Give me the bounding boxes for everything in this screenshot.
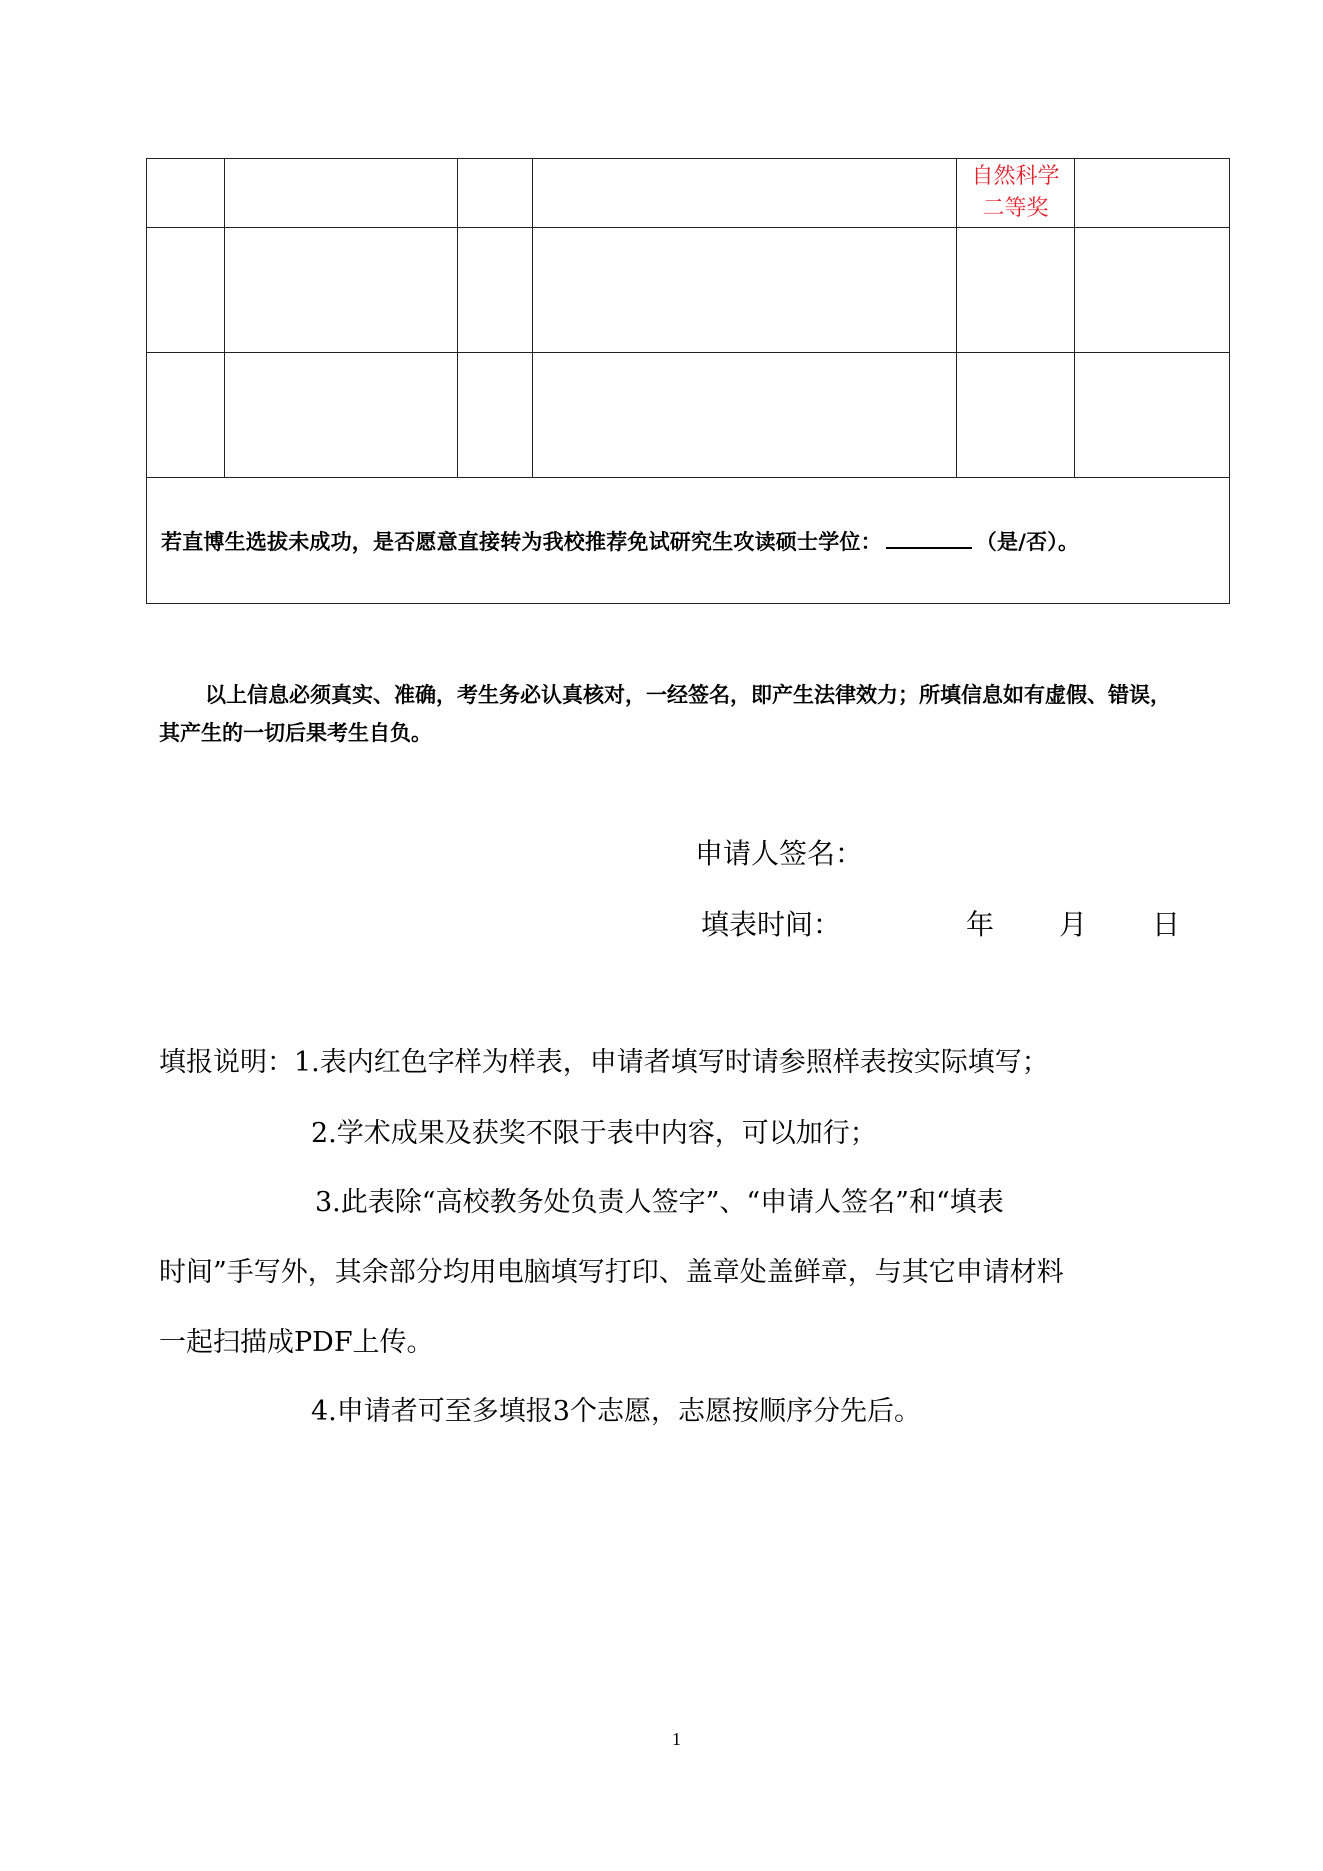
notes-item2: 2.学术成果及获奖不限于表中内容，可以加行；: [311, 1118, 877, 1149]
table-cell[interactable]: [225, 159, 458, 228]
table-cell[interactable]: [533, 159, 957, 228]
date-year-label: 年: [966, 908, 995, 941]
transfer-question-cell: [147, 478, 1230, 604]
table-cell[interactable]: [957, 228, 1075, 353]
table-cell[interactable]: [1075, 353, 1230, 478]
award-sample-line2: 二等奖: [982, 196, 1049, 221]
table-row: [147, 478, 1230, 604]
notes-item4: 4.申请者可至多填报3个志愿，志愿按顺序分先后。: [311, 1396, 921, 1427]
transfer-question-suffix: （是/否）。: [975, 529, 1080, 554]
table-cell[interactable]: [225, 353, 458, 478]
table-cell[interactable]: [147, 353, 225, 478]
table-row: [147, 159, 1230, 228]
table-row: [147, 353, 1230, 478]
declaration-line2: 其产生的一切后果考生自负。: [159, 721, 432, 745]
table-cell[interactable]: [147, 159, 225, 228]
notes-prefix: 填报说明：: [159, 1047, 294, 1078]
table-cell[interactable]: [533, 228, 957, 353]
achievements-table: [146, 158, 1230, 604]
date-month-label: 月: [1059, 908, 1088, 941]
table-cell[interactable]: [957, 353, 1075, 478]
table-cell[interactable]: [1075, 159, 1230, 228]
table-row: [147, 228, 1230, 353]
table-cell[interactable]: [225, 228, 458, 353]
award-sample-line1: 自然科学: [971, 164, 1060, 189]
page-number: 1: [672, 1729, 681, 1749]
table-cell[interactable]: [533, 353, 957, 478]
transfer-answer-blank[interactable]: [886, 527, 972, 549]
award-sample-cell[interactable]: [957, 159, 1075, 228]
transfer-question-text: 若直博生选拔未成功，是否愿意直接转为我校推荐免试研究生攻读硕士学位：: [161, 529, 882, 554]
table-cell[interactable]: [458, 228, 533, 353]
applicant-signature-label: 申请人签名：: [695, 837, 864, 870]
table-cell[interactable]: [147, 228, 225, 353]
notes-item3-line2: 时间”手写外，其余部分均用电脑填写打印、盖章处盖鲜章，与其它申请材料: [159, 1257, 1064, 1288]
table-cell[interactable]: [458, 159, 533, 228]
fill-date-label: 填表时间：: [701, 908, 842, 941]
table-cell[interactable]: [458, 353, 533, 478]
notes-item3-line3: 一起扫描成PDF上传。: [159, 1327, 434, 1358]
declaration-line1: 以上信息必须真实、准确，考生务必认真核对，一经签名，即产生法律效力；所填信息如有虚假、错误，: [205, 683, 1171, 707]
table-cell[interactable]: [1075, 228, 1230, 353]
notes-item1: 1.表内红色字样为样表，申请者填写时请参照样表按实际填写；: [294, 1047, 1049, 1078]
notes-item3-line1: 3.此表除“高校教务处负责人签字”、“申请人签名”和“填表: [315, 1187, 1004, 1218]
notes-line1: [159, 1040, 1049, 1079]
declaration: [159, 676, 1229, 752]
date-day-label: 日: [1152, 908, 1181, 941]
